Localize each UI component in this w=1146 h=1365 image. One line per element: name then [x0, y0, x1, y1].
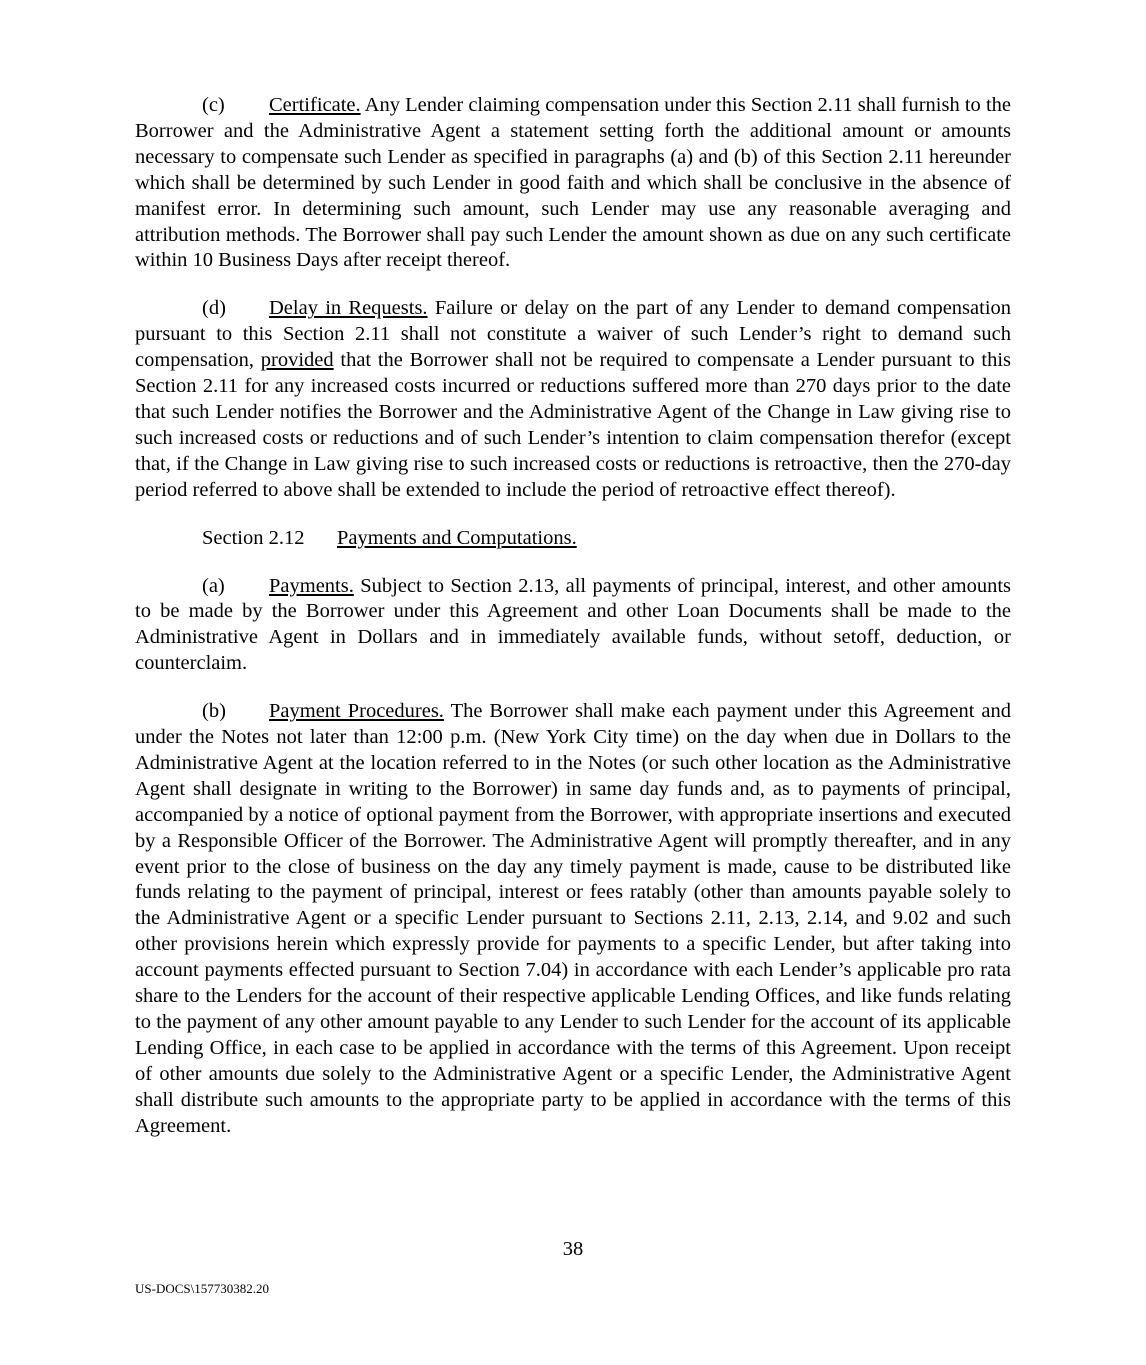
paragraph-text: The Borrower shall make each payment under this Agreement and under the Notes not later than 12:00 p.m. (New York City time) on the day when due in Dollars to the Administrative Agent at the location referred to in the Notes (or such other location as the Administrative Agent shall designate in writing to the Borrower) in same day funds and, as to payments of principal, accompanied by a notice of optional payment from the Borrower, with appropriate insertions and executed by a Responsible Officer of the Borrower. The Administrative Agent will promptly thereafter, and in any event prior to the close of business on the day any timely payment is made, cause to be distributed like funds relating to the payment of principal, interest or fees ratably (other than amounts payable solely to the Administrative Agent or a specific Lender pursuant to Sections 2.11, 2.13, 2.14, and 9.02 and such other provisions herein which expressly provide for payments to a specific Lender, but after taking into account payments effected pursuant to Section 7.04) in accordance with each Lender’s applicable pro rata share to the Lenders for the account of their respective applicable Lending Offices, and like funds relating to the payment of any other amount payable to any Lender to such Lender for the account of its applicable Lending Office, in each case to be applied in accordance with the terms of this Agreement. Upon receipt of other amounts due solely to the Administrative Agent or a specific Lender, the Administrative Agent shall distribute such amounts to the appropriate party to be applied in accordance with the terms of this Agreement. [135, 700, 1011, 1137]
section-number: Section 2.12 [202, 526, 305, 549]
paragraph-b-payment-procedures [135, 699, 1011, 1139]
paragraph-marker: (c) [202, 94, 225, 116]
paragraph-text: Subject to Section 2.13, all payments of principal, interest, and other amounts to be made by the Borrower under this Agreement and other Loan Documents shall be made to the Administrative Agent in Dollars and in immediately available funds, without setoff, deduction, or counterclaim. [135, 574, 1011, 675]
paragraph-text: Failure or delay on the part of any Lender to demand compensation pursuant to this Section 2.11 shall not constitute a waiver of such Lender’s right to demand such compensation, [135, 297, 1012, 372]
paragraph-marker: (a) [202, 574, 225, 597]
document-id: US-DOCS\157730382.20 [135, 1281, 269, 1296]
paragraph-text: that the Borrower shall not be required to compensate a Lender pursuant to this Section 2.11 for any increased costs incurred or reductions suffered more than 270 days prior to the date that such Lender notifies the Borrower and the Administrative Agent of the Change in Law giving rise to such increased costs or reductions and of such Lender’s intention to claim compensation therefor (except that, if the Change in Law giving rise to such increased costs or reductions is retroactive, then the 270-day period referred to above shall be extended to include the period of retroactive effect thereof). [135, 349, 1012, 501]
paragraph-c-certificate [135, 93, 1011, 274]
page-number: 38 [562, 1238, 584, 1260]
underlined-term: provided [260, 349, 334, 372]
section-title: Payments and Computations. [337, 526, 577, 549]
paragraph-marker: (b) [202, 700, 226, 723]
paragraph-heading: Certificate. [269, 94, 361, 116]
paragraph-marker: (d) [202, 297, 226, 320]
document-body [135, 93, 1011, 1162]
paragraph-heading: Payment Procedures. [269, 700, 444, 723]
paragraph-text: Any Lender claiming compensation under this Section 2.11 shall furnish to the Borrower and the Administrative Agent a statement setting forth the additional amount or amounts necessary to compensate such Lender as specified in paragraphs (a) and (b) of this Section 2.11 hereunder which shall be determined by such Lender in good faith and which shall be conclusive in the absence of manifest error. In determining such amount, such Lender may use any reasonable averaging and attribution methods. The Borrower shall pay such Lender the amount shown as due on any such certificate within 10 Business Days after receipt thereof. [135, 94, 1011, 272]
paragraph-a-payments [135, 574, 1011, 678]
paragraph-d-delay-in-requests [135, 296, 1011, 503]
paragraph-heading: Delay in Requests. [269, 297, 428, 320]
paragraph-heading: Payments. [269, 574, 354, 597]
section-heading [135, 526, 1011, 552]
